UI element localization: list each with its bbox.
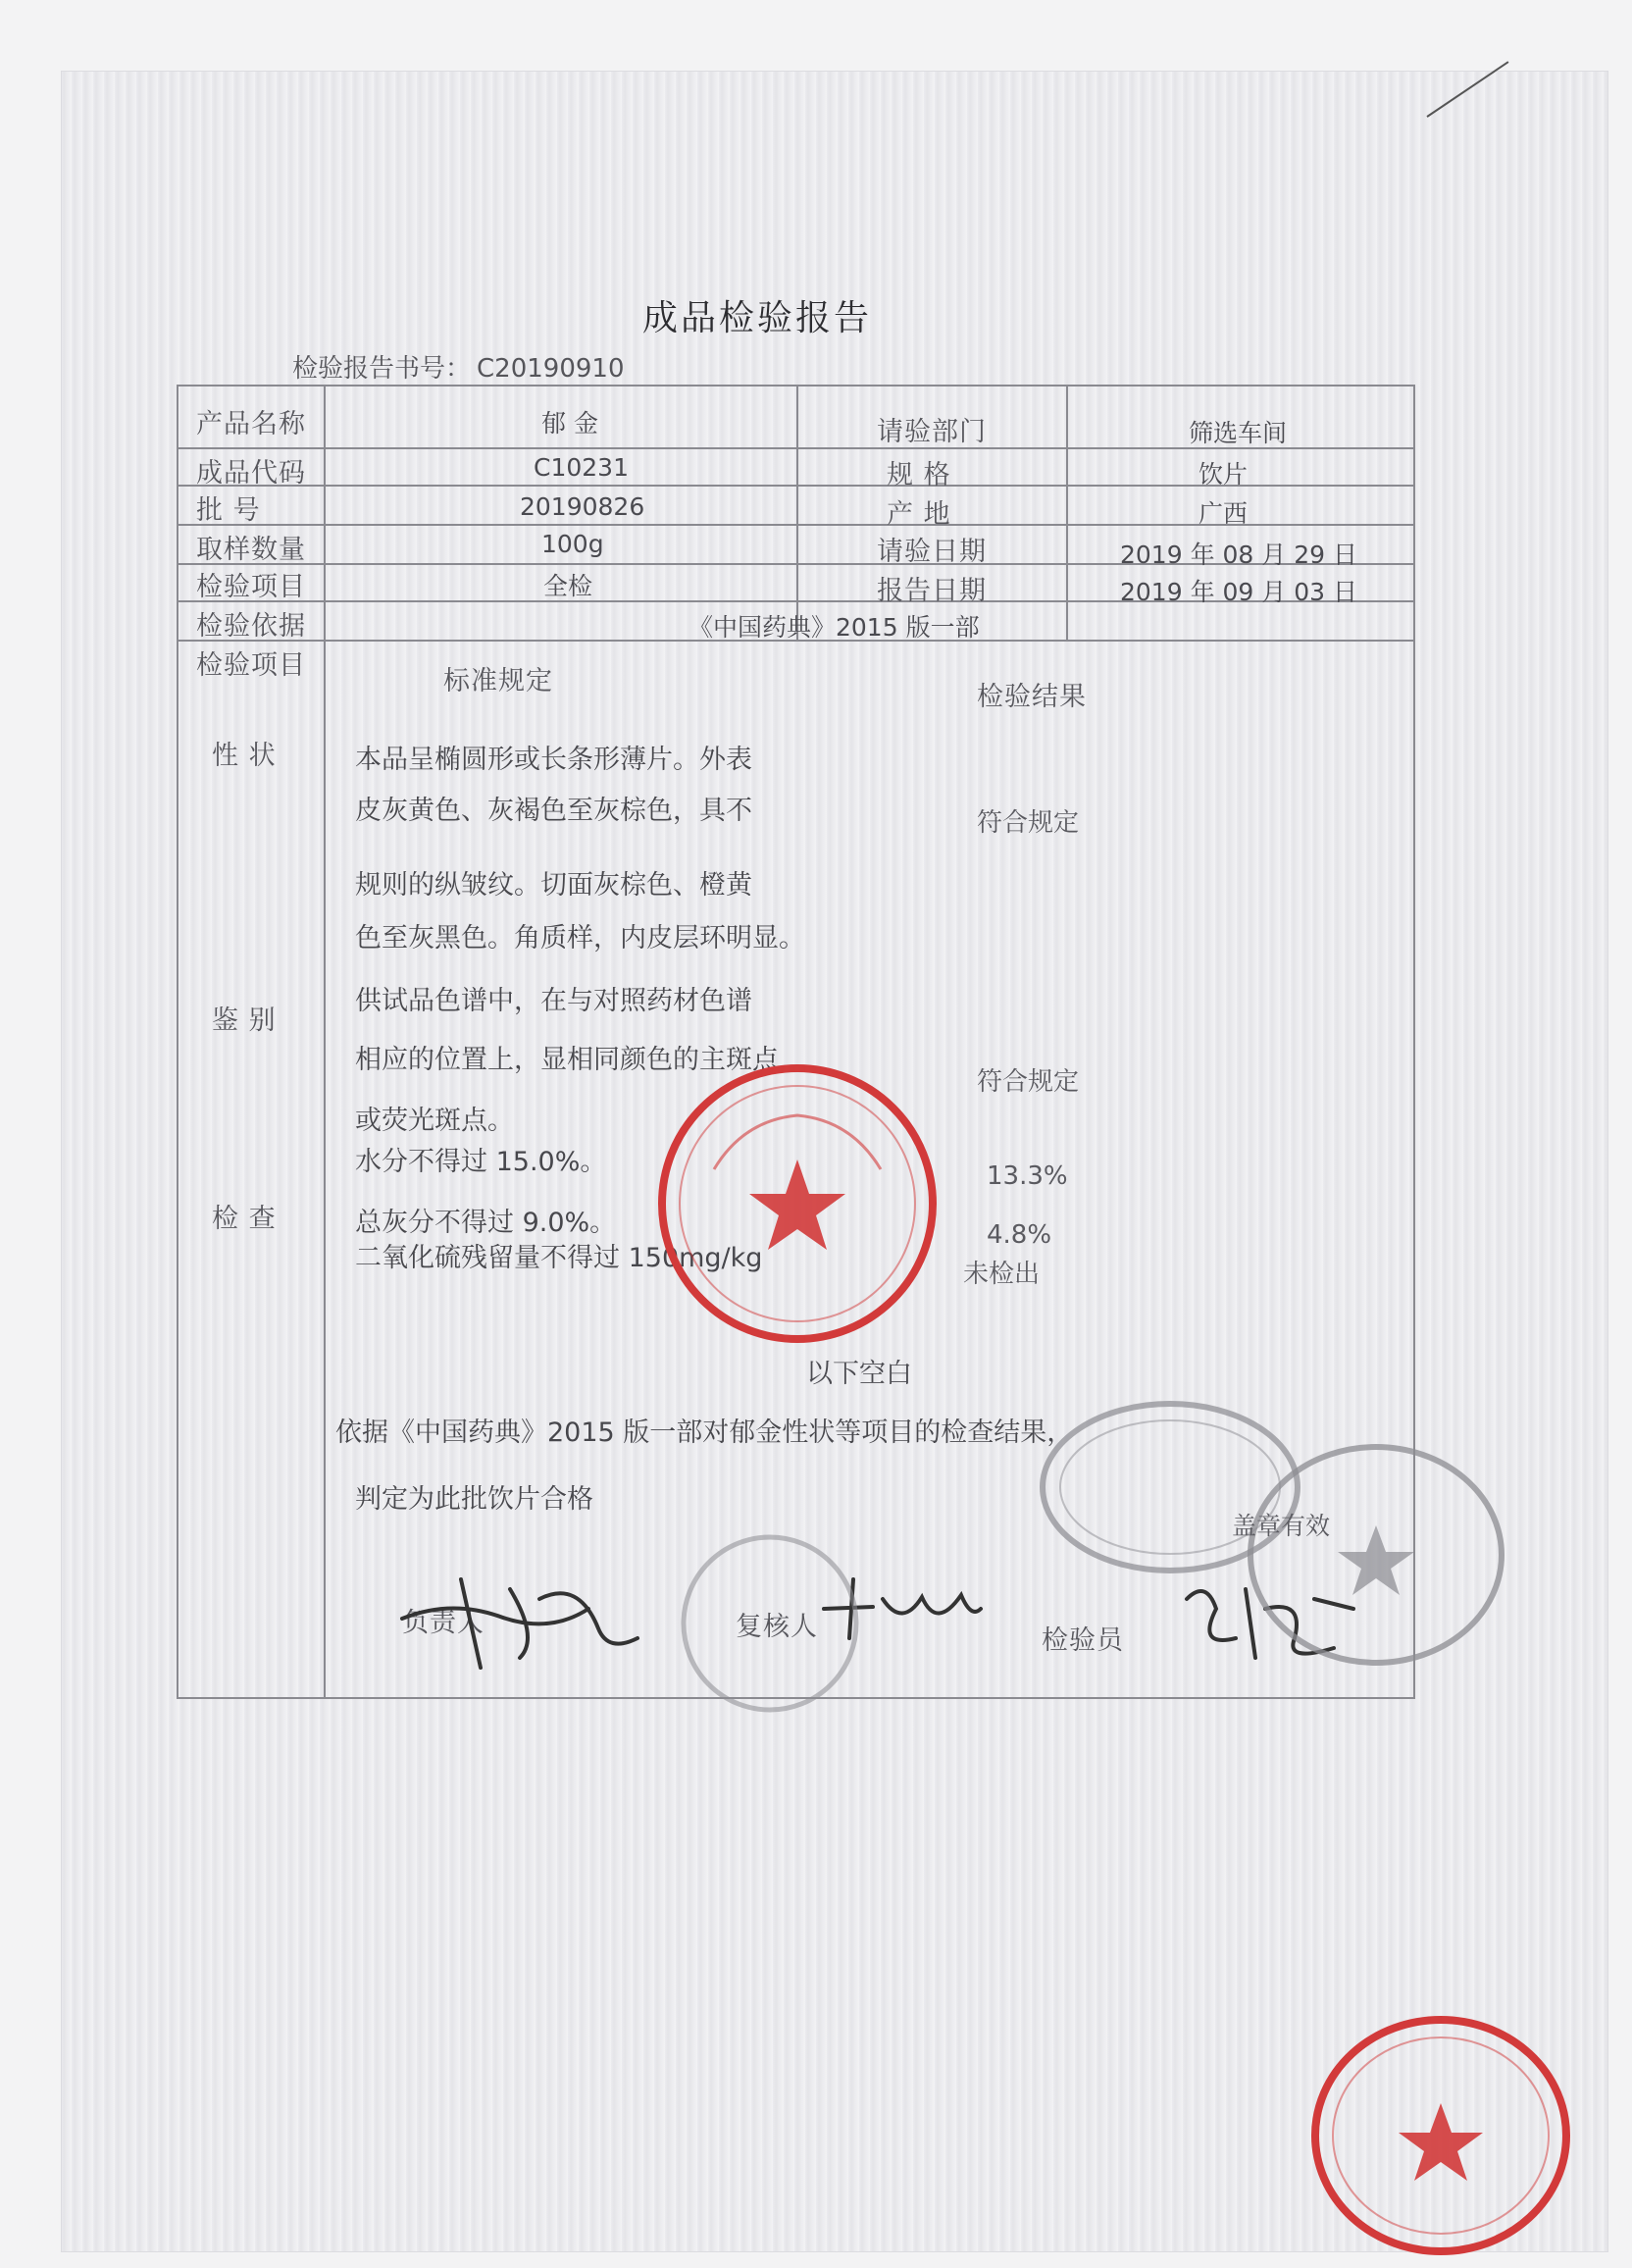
report-number xyxy=(292,348,625,385)
origin-label: 产 地 xyxy=(887,499,951,530)
blank-note: 以下空白 xyxy=(806,1359,912,1389)
responsible-label: 负责人 xyxy=(402,1608,484,1638)
spec-label: 规 格 xyxy=(887,460,951,490)
spec-value: 饮片 xyxy=(1198,460,1249,489)
exam-ash: 总灰分不得过 9.0%。 xyxy=(355,1208,617,1238)
batch-value: 20190826 xyxy=(520,492,645,521)
inspector-label: 检验员 xyxy=(1042,1625,1124,1656)
identification-label: 鉴 别 xyxy=(212,1005,277,1036)
document-title: 成品检验报告 xyxy=(641,298,872,338)
identification-line-1: 供试品色谱中，在与对照药材色谱 xyxy=(355,986,752,1016)
product-name-label: 产品名称 xyxy=(196,409,306,439)
report-date-value: 2019 年 09 月 03 日 xyxy=(1120,578,1357,606)
sample-qty-label: 取样数量 xyxy=(196,535,306,565)
grey-review-stamp xyxy=(677,1530,863,1717)
report-date-label: 报告日期 xyxy=(877,576,987,606)
quality-dept-stamp xyxy=(655,1061,940,1346)
conclusion-line-1: 依据《中国药典》2015 版一部对郁金性状等项目的检查结果， xyxy=(335,1418,1074,1448)
exam-so2: 二氧化硫残留量不得过 150mg/kg xyxy=(355,1243,763,1273)
character-line-4: 色至灰黑色。角质样，内皮层环明显。 xyxy=(355,923,805,954)
request-dept-value: 筛选车间 xyxy=(1189,419,1288,447)
character-result: 符合规定 xyxy=(977,808,1080,838)
report-number-label: 检验报告书号： xyxy=(292,354,472,384)
reviewer-label: 复核人 xyxy=(736,1612,818,1642)
company-seal-corner xyxy=(1308,2013,1573,2258)
item-column-header: 检验项目 xyxy=(196,650,306,681)
character-line-1: 本品呈椭圆形或长条形薄片。外表 xyxy=(355,745,752,775)
inspection-item-value: 全检 xyxy=(543,572,593,600)
identification-result: 符合规定 xyxy=(977,1067,1080,1097)
product-code-label: 成品代码 xyxy=(196,458,306,489)
responsible-signature xyxy=(392,1560,687,1677)
request-date-label: 请验日期 xyxy=(877,537,987,567)
conclusion-line-2: 判定为此批饮片合格 xyxy=(355,1484,593,1515)
stamp-valid-note: 盖章有效 xyxy=(1232,1512,1331,1540)
examination-label: 检 查 xyxy=(212,1204,277,1234)
character-line-2: 皮灰黄色、灰褐色至灰棕色，具不 xyxy=(355,796,752,826)
identification-line-2: 相应的位置上，显相同颜色的主斑点 xyxy=(355,1045,779,1075)
product-name-value: 郁 金 xyxy=(541,409,598,438)
exam-moisture: 水分不得过 15.0%。 xyxy=(355,1147,607,1177)
result-column-header: 检验结果 xyxy=(977,682,1087,712)
exam-ash-result: 4.8% xyxy=(987,1220,1052,1250)
standard-column-header: 标准规定 xyxy=(443,666,553,696)
character-label: 性 状 xyxy=(212,741,277,771)
character-line-3: 规则的纵皱纹。切面灰棕色、橙黄 xyxy=(355,870,752,901)
exam-so2-result: 未检出 xyxy=(963,1260,1041,1289)
product-code-value: C10231 xyxy=(534,453,629,482)
origin-value: 广西 xyxy=(1198,499,1249,528)
inspection-item-label: 检验项目 xyxy=(196,572,306,602)
identification-line-3: 或荧光斑点。 xyxy=(355,1106,514,1136)
basis-label: 检验依据 xyxy=(196,611,306,642)
report-number-value: C20190910 xyxy=(477,354,625,384)
request-dept-label: 请验部门 xyxy=(877,417,987,447)
basis-value: 《中国药典》2015 版一部 xyxy=(688,613,980,642)
grey-company-stamp xyxy=(1244,1442,1508,1668)
request-date-value: 2019 年 08 月 29 日 xyxy=(1120,541,1357,569)
sample-qty-value: 100g xyxy=(541,530,604,558)
exam-moisture-result: 13.3% xyxy=(987,1161,1068,1191)
batch-label: 批 号 xyxy=(196,495,261,526)
